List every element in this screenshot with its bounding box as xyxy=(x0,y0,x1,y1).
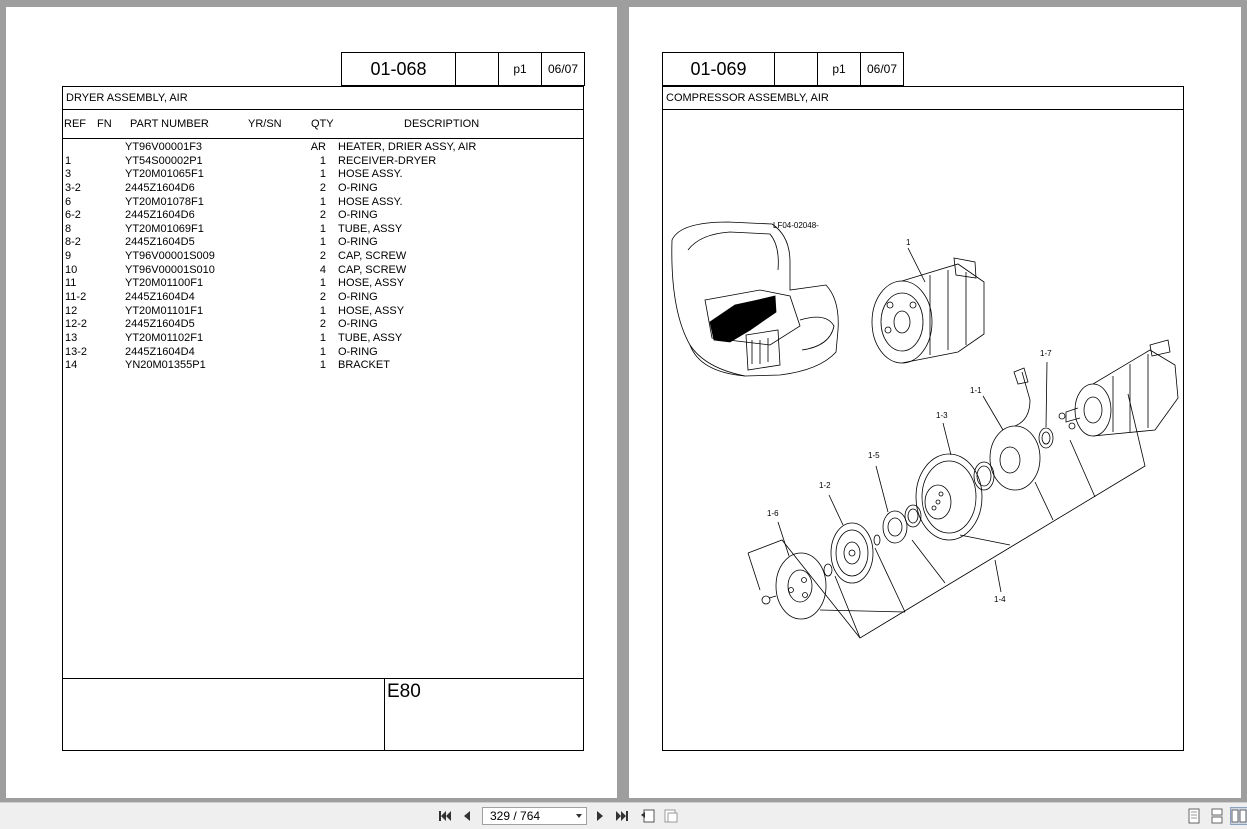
part-number-cell: YT20M01102F1 xyxy=(125,331,204,344)
callout-1: 1 xyxy=(906,238,911,247)
next-page-icon xyxy=(595,810,605,822)
single-page-view-button[interactable] xyxy=(1186,808,1202,824)
left-page-p: p1 xyxy=(499,53,542,86)
description-cell: O-RING xyxy=(338,181,378,194)
description-cell: O-RING xyxy=(338,318,378,331)
footer-divider xyxy=(384,679,385,750)
description-cell: O-RING xyxy=(338,236,378,249)
ref-cell: 13 xyxy=(65,331,78,344)
qty-cell: 1 xyxy=(319,222,326,235)
assembled-compressor xyxy=(872,248,984,363)
description-cell: CAP, SCREW xyxy=(338,250,407,263)
model-code: E80 xyxy=(387,681,421,702)
table-row xyxy=(63,318,583,332)
part-number-cell: YT96V00001F3 xyxy=(125,141,203,153)
clutch-parts xyxy=(762,368,1053,619)
previous-view-button[interactable] xyxy=(639,807,657,825)
part-number-cell: YT54S00002P1 xyxy=(125,154,203,167)
table-row xyxy=(63,155,583,169)
right-page-title: COMPRESSOR ASSEMBLY, AIR xyxy=(663,87,1183,110)
chevron-down-icon xyxy=(576,814,582,818)
col-yrsn: YR/SN xyxy=(248,118,282,130)
table-row xyxy=(63,291,583,305)
continuous-view-icon xyxy=(1209,808,1225,824)
qty-cell: 4 xyxy=(319,263,326,276)
first-page-button[interactable] xyxy=(437,807,453,825)
part-number-cell: YT20M01100F1 xyxy=(125,277,204,290)
description-cell: TUBE, ASSY xyxy=(338,222,403,235)
right-header-blank xyxy=(775,53,818,86)
table-row xyxy=(63,305,583,319)
single-page-view-icon xyxy=(1186,808,1202,824)
description-cell: TUBE, ASSY xyxy=(338,331,403,344)
col-part-number: PART NUMBER xyxy=(130,118,209,130)
right-header-table xyxy=(662,52,904,86)
table-row xyxy=(63,168,583,182)
figure-id-label: LF04-02048- xyxy=(773,221,819,230)
previous-page-icon xyxy=(462,810,472,822)
ref-cell: 13-2 xyxy=(65,345,88,358)
col-ref: REF xyxy=(64,118,86,130)
part-number-cell: YT96V00001S010 xyxy=(125,263,215,276)
qty-cell: 2 xyxy=(319,250,326,263)
qty-cell: 1 xyxy=(319,168,326,181)
description-cell: HEATER, DRIER ASSY, AIR xyxy=(338,141,477,153)
table-row xyxy=(63,182,583,196)
qty-cell: 1 xyxy=(319,304,326,317)
ref-cell: 6 xyxy=(65,195,72,208)
ref-cell: 9 xyxy=(65,250,72,263)
callout-1-4: 1-4 xyxy=(994,595,1006,604)
compressor-body xyxy=(1059,340,1178,436)
qty-cell: 1 xyxy=(319,331,326,344)
table-row xyxy=(63,250,583,264)
qty-cell: 2 xyxy=(319,181,326,194)
column-header-row xyxy=(63,110,583,139)
left-page xyxy=(6,7,617,798)
page-indicator: 329 / 764 xyxy=(490,809,541,823)
part-number-cell: 2445Z1604D6 xyxy=(125,181,195,194)
part-number-cell: YT20M01069F1 xyxy=(125,222,204,235)
facing-view-icon xyxy=(1231,808,1247,824)
first-page-icon xyxy=(438,810,452,822)
table-row xyxy=(63,359,583,373)
qty-cell: 1 xyxy=(319,195,326,208)
part-number-cell: YT20M01101F1 xyxy=(125,304,204,317)
description-cell: O-RING xyxy=(338,209,378,222)
part-number-cell: 2445Z1604D4 xyxy=(125,345,195,358)
continuous-view-button[interactable] xyxy=(1209,808,1225,824)
col-qty: QTY xyxy=(311,118,334,130)
callout-1-1: 1-1 xyxy=(970,386,982,395)
ref-cell: 12-2 xyxy=(65,318,88,331)
table-row xyxy=(63,236,583,250)
last-page-icon xyxy=(615,810,629,822)
qty-cell: 1 xyxy=(319,236,326,249)
ref-cell: 11-2 xyxy=(65,291,87,304)
part-number-cell: YT20M01065F1 xyxy=(125,168,204,181)
right-page xyxy=(629,7,1241,798)
table-row xyxy=(63,277,583,291)
qty-cell: 2 xyxy=(319,291,326,304)
description-cell: O-RING xyxy=(338,345,378,358)
description-cell: HOSE ASSY. xyxy=(338,195,403,208)
callout-1-7: 1-7 xyxy=(1040,349,1052,358)
ref-cell: 3-2 xyxy=(65,181,81,194)
callout-1-2: 1-2 xyxy=(819,481,831,490)
part-number-cell: 2445Z1604D5 xyxy=(125,318,195,331)
description-cell: BRACKET xyxy=(338,359,390,372)
ref-cell: 14 xyxy=(65,359,78,372)
table-row xyxy=(63,209,583,223)
ref-cell: 11 xyxy=(65,277,77,290)
ref-cell: 6-2 xyxy=(65,209,81,222)
diagram-box xyxy=(662,86,1184,751)
right-page-code: 01-069 xyxy=(663,53,775,86)
ref-cell: 3 xyxy=(65,168,72,181)
previous-view-icon xyxy=(640,808,656,824)
part-number-cell: YT20M01078F1 xyxy=(125,195,204,208)
left-page-title: DRYER ASSEMBLY, AIR xyxy=(63,87,583,110)
description-cell: CAP, SCREW xyxy=(338,263,407,276)
last-page-button[interactable] xyxy=(614,807,630,825)
parts-list xyxy=(63,141,583,373)
left-page-date: 06/07 xyxy=(542,53,585,86)
table-row xyxy=(63,223,583,237)
description-cell: HOSE, ASSY xyxy=(338,277,405,290)
description-cell: HOSE, ASSY xyxy=(338,304,405,317)
qty-cell: 2 xyxy=(319,318,326,331)
qty-cell: 1 xyxy=(319,154,326,167)
table-row xyxy=(63,346,583,360)
next-view-button[interactable] xyxy=(662,807,680,825)
description-cell: RECEIVER-DRYER xyxy=(338,154,437,167)
callout-1-3: 1-3 xyxy=(936,411,948,420)
parts-list-box xyxy=(62,86,584,751)
right-page-date: 06/07 xyxy=(861,53,904,86)
next-view-icon xyxy=(663,808,679,824)
right-page-p: p1 xyxy=(818,53,861,86)
part-number-cell: 2445Z1604D5 xyxy=(125,236,195,249)
callout-1-5: 1-5 xyxy=(868,451,880,460)
part-number-cell: 2445Z1604D6 xyxy=(125,209,195,222)
ref-cell: 10 xyxy=(65,263,78,276)
previous-page-button[interactable] xyxy=(460,807,474,825)
table-row xyxy=(63,332,583,346)
page-number-select[interactable] xyxy=(482,807,587,825)
col-fn: FN xyxy=(97,118,112,130)
table-row xyxy=(63,141,583,155)
callout-1-6: 1-6 xyxy=(767,509,779,518)
table-row xyxy=(63,196,583,210)
qty-cell: 1 xyxy=(319,345,326,358)
machine-outline-illustration xyxy=(672,222,838,376)
left-header-table xyxy=(341,52,585,86)
ref-cell: 8 xyxy=(65,222,72,235)
table-row xyxy=(63,264,583,278)
part-number-cell: YT96V00001S009 xyxy=(125,250,215,263)
qty-cell: 1 xyxy=(319,359,326,372)
col-description: DESCRIPTION xyxy=(404,118,480,130)
left-page-code: 01-068 xyxy=(342,53,456,86)
part-number-cell: 2445Z1604D4 xyxy=(125,291,195,304)
ref-cell: 8-2 xyxy=(65,236,81,249)
qty-cell: 2 xyxy=(319,209,326,222)
ref-cell: 12 xyxy=(65,304,78,317)
description-cell: O-RING xyxy=(338,291,378,304)
left-footer xyxy=(63,678,583,750)
qty-cell: AR xyxy=(310,141,326,153)
qty-cell: 1 xyxy=(319,277,326,290)
facing-view-button[interactable] xyxy=(1231,808,1247,824)
part-number-cell: YN20M01355P1 xyxy=(125,359,206,372)
viewer-toolbar xyxy=(0,802,1247,829)
left-header-blank xyxy=(456,53,499,86)
ref-cell: 1 xyxy=(65,154,72,167)
description-cell: HOSE ASSY. xyxy=(338,168,403,181)
next-page-button[interactable] xyxy=(593,807,607,825)
compressor-exploded-diagram xyxy=(663,110,1183,750)
